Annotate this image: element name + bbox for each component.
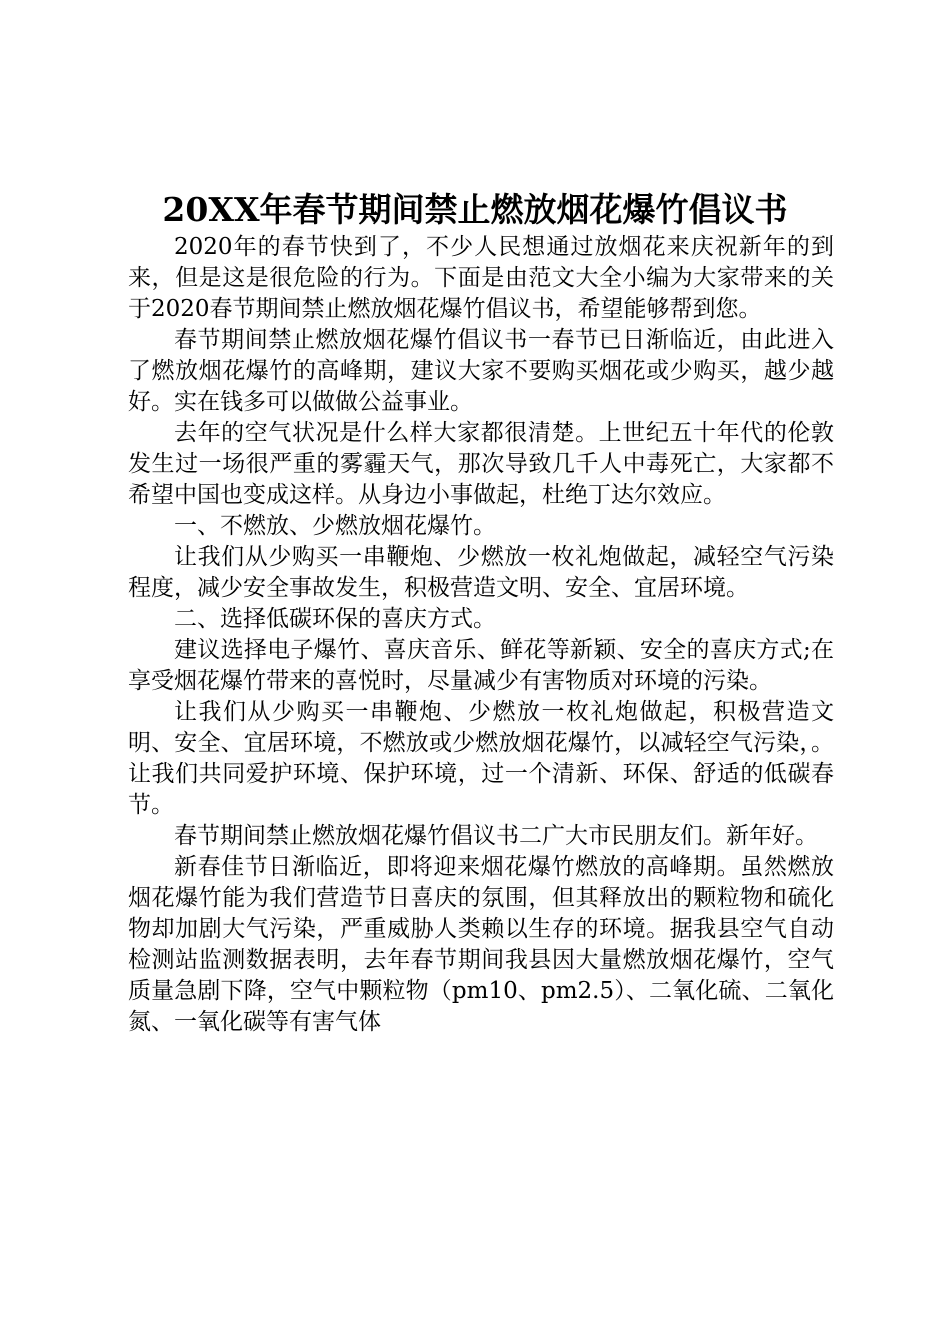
document-body	[128, 232, 834, 1038]
paragraph-pollution-data: 新春佳节日渐临近，即将迎来烟花爆竹燃放的高峰期。虽然燃放烟花爆竹能为我们营造节日喜庆的氛围，但其释放出的颗粒物和硫化物却加剧大气污染，严重威胁人类赖以生存的环境。据我县空气自动检测站监测数据表明，去年春节期间我县因大量燃放烟花爆竹，空气质量急剧下降，空气中颗粒物（pm10、pm2.5）、二氧化硫、二氧化氮、一氧化碳等有害气体	[128, 854, 834, 1035]
paragraph-proposal-two: 春节期间禁止燃放烟花爆竹倡议书二广大市民朋友们。新年好。	[174, 823, 818, 849]
paragraph-call-to-action: 让我们从少购买一串鞭炮、少燃放一枚礼炮做起，积极营造文明、安全、宜居环境，不燃放或少燃放烟花爆竹，以减轻空气污染，。让我们共同爱护环境、保护环境，过一个清新、环保、舒适的低碳春节。	[128, 699, 834, 818]
paragraph-air-quality: 去年的空气状况是什么样大家都很清楚。上世纪五十年代的伦敦发生过一场很严重的雾霾天气，那次导致几千人中毒死亡，大家都不希望中国也变成这样。从身边小事做起，杜绝丁达尔效应。	[128, 420, 834, 508]
paragraph-proposal-one: 春节期间禁止燃放烟花爆竹倡议书一春节已日渐临近，由此进入了燃放烟花爆竹的高峰期，建议大家不要购买烟花或少购买，越少越好。实在钱多可以做做公益事业。	[128, 327, 834, 415]
section-heading-two: 二、选择低碳环保的喜庆方式。	[174, 606, 496, 632]
document-title: 20XX年春节期间禁止燃放烟花爆竹倡议书	[162, 190, 788, 229]
paragraph-intro: 2020年的春节快到了，不少人民想通过放烟花来庆祝新年的到来，但是这是很危险的行为。下面是由范文大全小编为大家带来的关于2020春节期间禁止燃放烟花爆竹倡议书，希望能够帮到您。	[128, 234, 834, 322]
paragraph-alternatives: 建议选择电子爆竹、喜庆音乐、鲜花等新颖、安全的喜庆方式;在享受烟花爆竹带来的喜悦时，尽量减少有害物质对环境的污染。	[128, 637, 834, 694]
paragraph-reduce-fireworks: 让我们从少购买一串鞭炮、少燃放一枚礼炮做起，减轻空气污染程度，减少安全事故发生，积极营造文明、安全、宜居环境。	[128, 544, 834, 601]
section-heading-one: 一、不燃放、少燃放烟花爆竹。	[174, 513, 496, 539]
